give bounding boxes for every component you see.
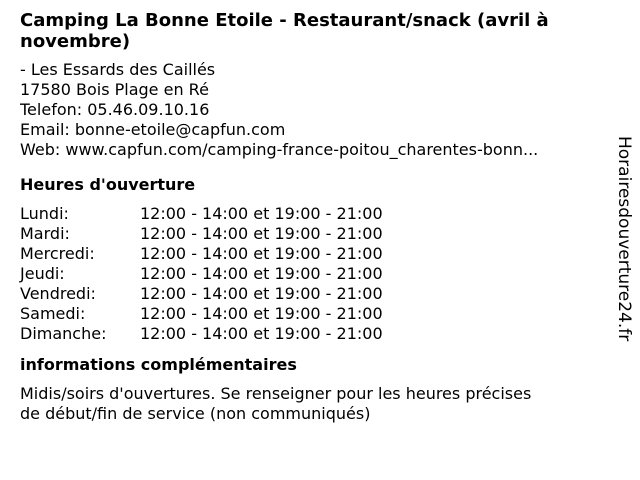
- website-link[interactable]: Web: www.capfun.com/camping-france-poitou_charentes-bonn...: [20, 140, 539, 159]
- hours-row-tuesday: [20, 224, 610, 244]
- place-card: [20, 10, 610, 424]
- street-address: - Les Essards des Caillés: [20, 60, 216, 79]
- hours-value: 12:00 - 14:00 et 19:00 - 21:00: [140, 264, 383, 283]
- page-title: Camping La Bonne Etoile - Restaurant/snack (avril à novembre): [20, 10, 549, 52]
- hours-row-thursday: [20, 264, 610, 284]
- hours-value: 12:00 - 14:00 et 19:00 - 21:00: [140, 304, 383, 323]
- day-label: Mardi:: [20, 224, 70, 243]
- hours-heading: Heures d'ouverture: [20, 175, 196, 194]
- info-line: de début/fin de service (non communiqués): [20, 404, 371, 423]
- info-line: Midis/soirs d'ouvertures. Se renseigner pour les heures précises: [20, 384, 532, 403]
- hours-value: 12:00 - 14:00 et 19:00 - 21:00: [140, 224, 383, 243]
- day-label: Vendredi:: [20, 284, 96, 303]
- address-block: [20, 60, 610, 160]
- hours-row-friday: [20, 284, 610, 304]
- opening-hours-table: [20, 204, 610, 344]
- watermark-text: Horairesdouverture24.fr: [614, 136, 634, 342]
- hours-row-saturday: [20, 304, 610, 324]
- day-label: Mercredi:: [20, 244, 95, 263]
- hours-value: 12:00 - 14:00 et 19:00 - 21:00: [140, 204, 383, 223]
- day-label: Lundi:: [20, 204, 69, 223]
- day-label: Jeudi:: [20, 264, 65, 283]
- hours-row-wednesday: [20, 244, 610, 264]
- email-address: Email: bonne-etoile@capfun.com: [20, 120, 286, 139]
- phone-number: Telefon: 05.46.09.10.16: [20, 100, 210, 119]
- day-label: Samedi:: [20, 304, 86, 323]
- info-text: [20, 384, 610, 424]
- city-address: 17580 Bois Plage en Ré: [20, 80, 209, 99]
- hours-value: 12:00 - 14:00 et 19:00 - 21:00: [140, 324, 383, 343]
- info-heading: informations complémentaires: [20, 355, 297, 374]
- hours-row-monday: [20, 204, 610, 224]
- hours-value: 12:00 - 14:00 et 19:00 - 21:00: [140, 284, 383, 303]
- hours-row-sunday: [20, 324, 610, 344]
- day-label: Dimanche:: [20, 324, 107, 343]
- hours-value: 12:00 - 14:00 et 19:00 - 21:00: [140, 244, 383, 263]
